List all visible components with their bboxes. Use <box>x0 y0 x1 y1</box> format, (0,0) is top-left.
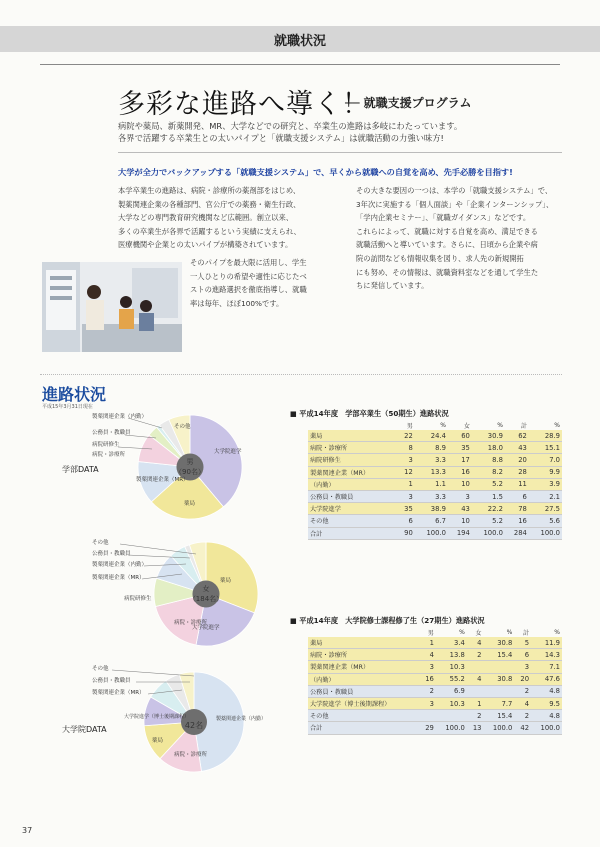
row-label: 病院研修生 <box>308 454 397 466</box>
divider <box>118 152 562 153</box>
row-label: その他 <box>308 515 397 527</box>
table-cell: 3 <box>397 454 415 466</box>
table-cell: 3.4 <box>436 637 467 649</box>
header-cell: 女 <box>463 422 470 430</box>
table-cell: 24.4 <box>415 430 448 442</box>
header-cell: 計 <box>520 422 527 430</box>
table-undergrad <box>308 420 562 540</box>
table-cell: 1.5 <box>472 490 505 502</box>
header-cell: % <box>459 628 465 636</box>
section-title: 進路状況 <box>42 385 107 404</box>
table-cell: 78 <box>505 503 529 515</box>
row-label: 薬局 <box>308 430 397 442</box>
text-line: その大きな要因の一つは、本学の「就職支援システム」で、 <box>356 186 553 195</box>
text-line: 一人ひとりの希望や適性に応じたベ <box>190 271 307 281</box>
pie-label: その他 <box>92 540 109 546</box>
table-cell: 284 <box>505 527 529 539</box>
text-line: これらによって、就職に対する自覚を高め、満足できる <box>356 226 538 236</box>
table-cell: 4 <box>467 637 484 649</box>
table-cell: 90 <box>397 527 415 539</box>
table-row <box>308 503 562 515</box>
table-cell: 4 <box>467 673 484 685</box>
table-cell: 5 <box>514 637 531 649</box>
pie-label: 公務員・教職員 <box>92 551 131 557</box>
table-cell: 16 <box>419 673 436 685</box>
table-cell: 22 <box>397 430 415 442</box>
table-cell: 8.9 <box>415 442 448 454</box>
row-label: （内勤） <box>308 673 419 685</box>
text-line: そのパイプを最大限に活用し、学生 <box>190 258 307 267</box>
header-cell: 女 <box>475 629 482 637</box>
header-cell: % <box>506 628 513 636</box>
table-cell: 9.5 <box>531 697 562 709</box>
table-row <box>308 527 562 539</box>
right-column-text <box>356 184 571 293</box>
table-cell: 16 <box>505 515 529 527</box>
table-cell: 35 <box>448 442 472 454</box>
table-cell: 38.9 <box>415 503 448 515</box>
table-row <box>308 722 562 734</box>
table-cell: 1 <box>419 637 436 649</box>
pie-label: 公務員・教職員 <box>92 678 131 684</box>
table-cell: 7.7 <box>483 697 514 709</box>
table-cell: 13.3 <box>415 466 448 478</box>
pie-label: 製薬関連企業（MR） <box>92 690 145 696</box>
table-cell: 2 <box>514 710 531 722</box>
pie-label: その他 <box>92 666 109 672</box>
row-label: 合計 <box>308 527 397 539</box>
table-title: ■ 平成14年度 学部卒業生（50期生）進路状況 <box>290 409 449 418</box>
table-cell <box>483 685 514 697</box>
row-label: 薬局 <box>308 637 419 649</box>
pie-label: 公務員・教職員 <box>92 430 131 436</box>
table-cell: 16 <box>448 466 472 478</box>
pie-center: （90名） <box>175 468 205 476</box>
text-line: 多くの卒業生が各界で活躍するという実績に支えられ、 <box>118 226 301 236</box>
pie-caption: 学部DATA <box>62 465 99 474</box>
page-number: 37 <box>22 826 33 835</box>
table-cell: 18.0 <box>472 442 505 454</box>
table-title: ■ 平成14年度 大学院修士課程修了生（27期生）進路状況 <box>290 616 485 625</box>
table-header-row <box>308 420 562 430</box>
left-column-text <box>118 184 358 252</box>
table-cell: 4 <box>419 649 436 661</box>
intro <box>118 120 518 144</box>
table-cell: 9.9 <box>529 466 562 478</box>
table-cell: 30.8 <box>483 673 514 685</box>
pie-label: 製薬関連企業（MR） <box>92 575 145 581</box>
table-cell: 3.9 <box>529 478 562 490</box>
table-cell: 6 <box>505 490 529 502</box>
table-cell: 1 <box>467 697 484 709</box>
table-cell: 8.8 <box>472 454 505 466</box>
table-cell: 10.3 <box>436 697 467 709</box>
table-cell: 28 <box>505 466 529 478</box>
table-cell: 10.3 <box>436 661 467 673</box>
table-cell: 4.8 <box>531 710 562 722</box>
table-row <box>308 661 562 673</box>
table-cell: 3 <box>397 490 415 502</box>
table-cell: 27.5 <box>529 503 562 515</box>
table-cell: 55.2 <box>436 673 467 685</box>
table-cell: 11.9 <box>531 637 562 649</box>
text-line: にも努め、その情報は、就職資料室などを通して学生た <box>356 267 539 277</box>
table-row <box>308 673 562 685</box>
pie-label: 薬局 <box>220 578 232 584</box>
table-row <box>308 466 562 478</box>
pie-label: 病院研修生 <box>92 442 120 448</box>
table-cell: 43 <box>448 503 472 515</box>
text-line: ちに発信しています。 <box>356 281 429 291</box>
pie-label: 大学院進学（博士後期課程） <box>124 714 190 720</box>
table-cell: 15.4 <box>483 710 514 722</box>
table-row <box>308 430 562 442</box>
table-cell: 14.3 <box>531 649 562 661</box>
table-cell: 10 <box>448 515 472 527</box>
row-label: 合計 <box>308 722 419 734</box>
left-column-text-2 <box>190 256 340 310</box>
table-cell: 28.9 <box>529 430 562 442</box>
headline: 多彩な進路へ導く！ <box>118 89 370 120</box>
row-label: 病院・診療所 <box>308 442 397 454</box>
table-cell <box>419 710 436 722</box>
table-row <box>308 710 562 722</box>
table-cell: 15.1 <box>529 442 562 454</box>
table-cell: 5.6 <box>529 515 562 527</box>
page-title: 就職状況 <box>273 34 326 49</box>
table-cell: 12 <box>397 466 415 478</box>
table-graduate <box>308 627 562 735</box>
pie-label: 病院研修生 <box>124 596 152 602</box>
header-cell: 計 <box>523 629 530 637</box>
table-cell: 35 <box>397 503 415 515</box>
row-label: その他 <box>308 710 419 722</box>
table-cell: 3.3 <box>415 454 448 466</box>
row-label: 大学院進学（博士後期課程） <box>308 697 419 709</box>
header-cell: % <box>554 628 560 636</box>
header-cell: 男 <box>427 629 434 637</box>
table-cell <box>467 685 484 697</box>
table-row <box>308 685 562 697</box>
pie-label: 製薬関連企業（内勤） <box>92 414 148 420</box>
header-cell <box>308 420 397 430</box>
table-cell <box>467 661 484 673</box>
table-cell: 5.2 <box>472 515 505 527</box>
table-cell: 5.2 <box>472 478 505 490</box>
table-row <box>308 478 562 490</box>
header-cell: 男 <box>406 422 413 430</box>
row-label: 病院・診療所 <box>308 649 419 661</box>
table-cell: 100.0 <box>436 722 467 734</box>
pie-label: 病院・診療所 <box>174 752 208 758</box>
text-line: 本学卒業生の進路は、病院・診療所の薬剤部をはじめ、 <box>118 186 301 195</box>
text-line: ストの進路選択を徹底指導し、就職 <box>190 285 307 295</box>
table-cell: 6.7 <box>415 515 448 527</box>
pie-label: 大学院進学 <box>192 625 220 631</box>
row-label: 公務員・教職員 <box>308 685 419 697</box>
table-cell: 62 <box>505 430 529 442</box>
table-cell: 22.2 <box>472 503 505 515</box>
table-cell: 3 <box>514 661 531 673</box>
pie-chart-female <box>90 536 260 651</box>
intro-line: 各界で活躍する卒業生との太いパイプと「就職支援システム」は就職活動の力強い味方! <box>118 133 444 143</box>
pie-label: 製薬関連企業（MR） <box>136 477 189 483</box>
table-row <box>308 490 562 502</box>
pie-label: その他 <box>174 424 191 430</box>
table-cell: 15.4 <box>483 649 514 661</box>
table-row <box>308 697 562 709</box>
headline-sub: ── 就職支援プログラム <box>345 96 472 110</box>
text-line: 院の訪問なども情報収集を図り、求人先の新規開拓 <box>356 253 524 263</box>
row-label: 製薬関連企業（MR） <box>308 466 397 478</box>
table-cell: 2.1 <box>529 490 562 502</box>
text-line: 医療機関や企業との太いパイプが構築されています。 <box>118 240 293 250</box>
table-cell: 6 <box>397 515 415 527</box>
table-cell: 2 <box>419 685 436 697</box>
table-cell: 13 <box>467 722 484 734</box>
table-cell: 3 <box>448 490 472 502</box>
divider <box>40 64 560 65</box>
table-cell: 30.8 <box>483 637 514 649</box>
pie-label: 病院・診療所 <box>92 452 126 458</box>
table-cell: 4 <box>514 697 531 709</box>
text-line: 大学などの専門教育研究機関など広範囲。創立以来、 <box>118 213 294 223</box>
text-line: 3年次に実施する「個人面談」や「企業インターンシップ」、 <box>356 199 554 209</box>
table-cell: 1.1 <box>415 478 448 490</box>
table-cell: 6.9 <box>436 685 467 697</box>
table-cell: 3.3 <box>415 490 448 502</box>
pie-label: 製薬関連企業（内勤） <box>216 716 267 722</box>
table-cell: 11 <box>505 478 529 490</box>
table-cell: 20 <box>505 454 529 466</box>
pie-chart-graduate <box>90 662 267 777</box>
table-cell: 100.0 <box>531 722 562 734</box>
row-label: 大学院進学 <box>308 503 397 515</box>
header-cell: % <box>440 421 446 429</box>
table-cell: 4.8 <box>531 685 562 697</box>
divider <box>40 374 562 375</box>
table-cell: 6 <box>514 649 531 661</box>
pie-label: 病院・診療所 <box>174 620 208 626</box>
table-cell <box>436 710 467 722</box>
text-line: 就職活動へと導いています。さらに、日頃から企業や病 <box>356 240 538 250</box>
table-cell: 13.8 <box>436 649 467 661</box>
table-cell: 2 <box>514 685 531 697</box>
pie-label: 大学院進学 <box>214 449 242 455</box>
office-photo <box>42 262 182 352</box>
table-cell: 42 <box>514 722 531 734</box>
table-cell: 100.0 <box>529 527 562 539</box>
table-cell: 7.1 <box>531 661 562 673</box>
table-cell: 8 <box>397 442 415 454</box>
pie-center: （184名） <box>188 595 224 603</box>
table-cell: 194 <box>448 527 472 539</box>
table-cell: 10 <box>448 478 472 490</box>
table-cell: 29 <box>419 722 436 734</box>
table-cell: 100.0 <box>472 527 505 539</box>
table-cell: 100.0 <box>415 527 448 539</box>
table-cell: 2 <box>467 710 484 722</box>
table-cell: 17 <box>448 454 472 466</box>
pie-label: 製薬関連企業（内勤） <box>92 562 148 568</box>
pie-label: 薬局 <box>152 738 164 744</box>
table-cell: 47.6 <box>531 673 562 685</box>
pie-label: 薬局 <box>184 501 196 507</box>
table-cell: 1 <box>397 478 415 490</box>
pie-center: 男 <box>186 458 194 466</box>
text-line: 率は毎年、ほぼ100%です。 <box>190 298 284 308</box>
table-cell: 8.2 <box>472 466 505 478</box>
table-cell <box>483 661 514 673</box>
text-line: 「学内企業セミナー」、「就職ガイダンス」などです。 <box>356 213 531 223</box>
table-header-row <box>308 627 562 637</box>
header-cell <box>308 627 419 637</box>
pie-chart-male <box>90 405 260 515</box>
table-row <box>308 442 562 454</box>
table-row <box>308 454 562 466</box>
table-row <box>308 515 562 527</box>
table-cell: 7.0 <box>529 454 562 466</box>
table-cell: 30.9 <box>472 430 505 442</box>
header-cell: % <box>554 421 560 429</box>
table-cell: 3 <box>419 661 436 673</box>
intro-line: 病院や薬局、新薬開発、MR、大学などでの研究と、卒業生の進路は多岐にわたっています。 <box>118 121 463 131</box>
table-row <box>308 637 562 649</box>
row-label: （内勤） <box>308 478 397 490</box>
table-cell: 43 <box>505 442 529 454</box>
text-line: 製薬関連企業の各種部門、官公庁での薬務・衛生行政、 <box>118 199 301 209</box>
section-date: 平成15年3月31日現在 <box>42 404 93 410</box>
row-label: 製薬関連企業（MR） <box>308 661 419 673</box>
tagline: 大学が全力でバックアップする「就職支援システム」で、早くから就職への自覚を高め、先手必勝を目指す! <box>118 167 513 177</box>
table-cell: 2 <box>467 649 484 661</box>
pie-center: 42名 <box>184 721 204 730</box>
header-cell: % <box>497 421 503 429</box>
row-label: 公務員・教職員 <box>308 490 397 502</box>
table-cell: 3 <box>419 697 436 709</box>
table-cell: 60 <box>448 430 472 442</box>
table-cell: 20 <box>514 673 531 685</box>
table-row <box>308 649 562 661</box>
pie-center: 女 <box>202 585 210 593</box>
table-cell: 100.0 <box>483 722 514 734</box>
pie-caption: 大学院DATA <box>62 725 107 734</box>
